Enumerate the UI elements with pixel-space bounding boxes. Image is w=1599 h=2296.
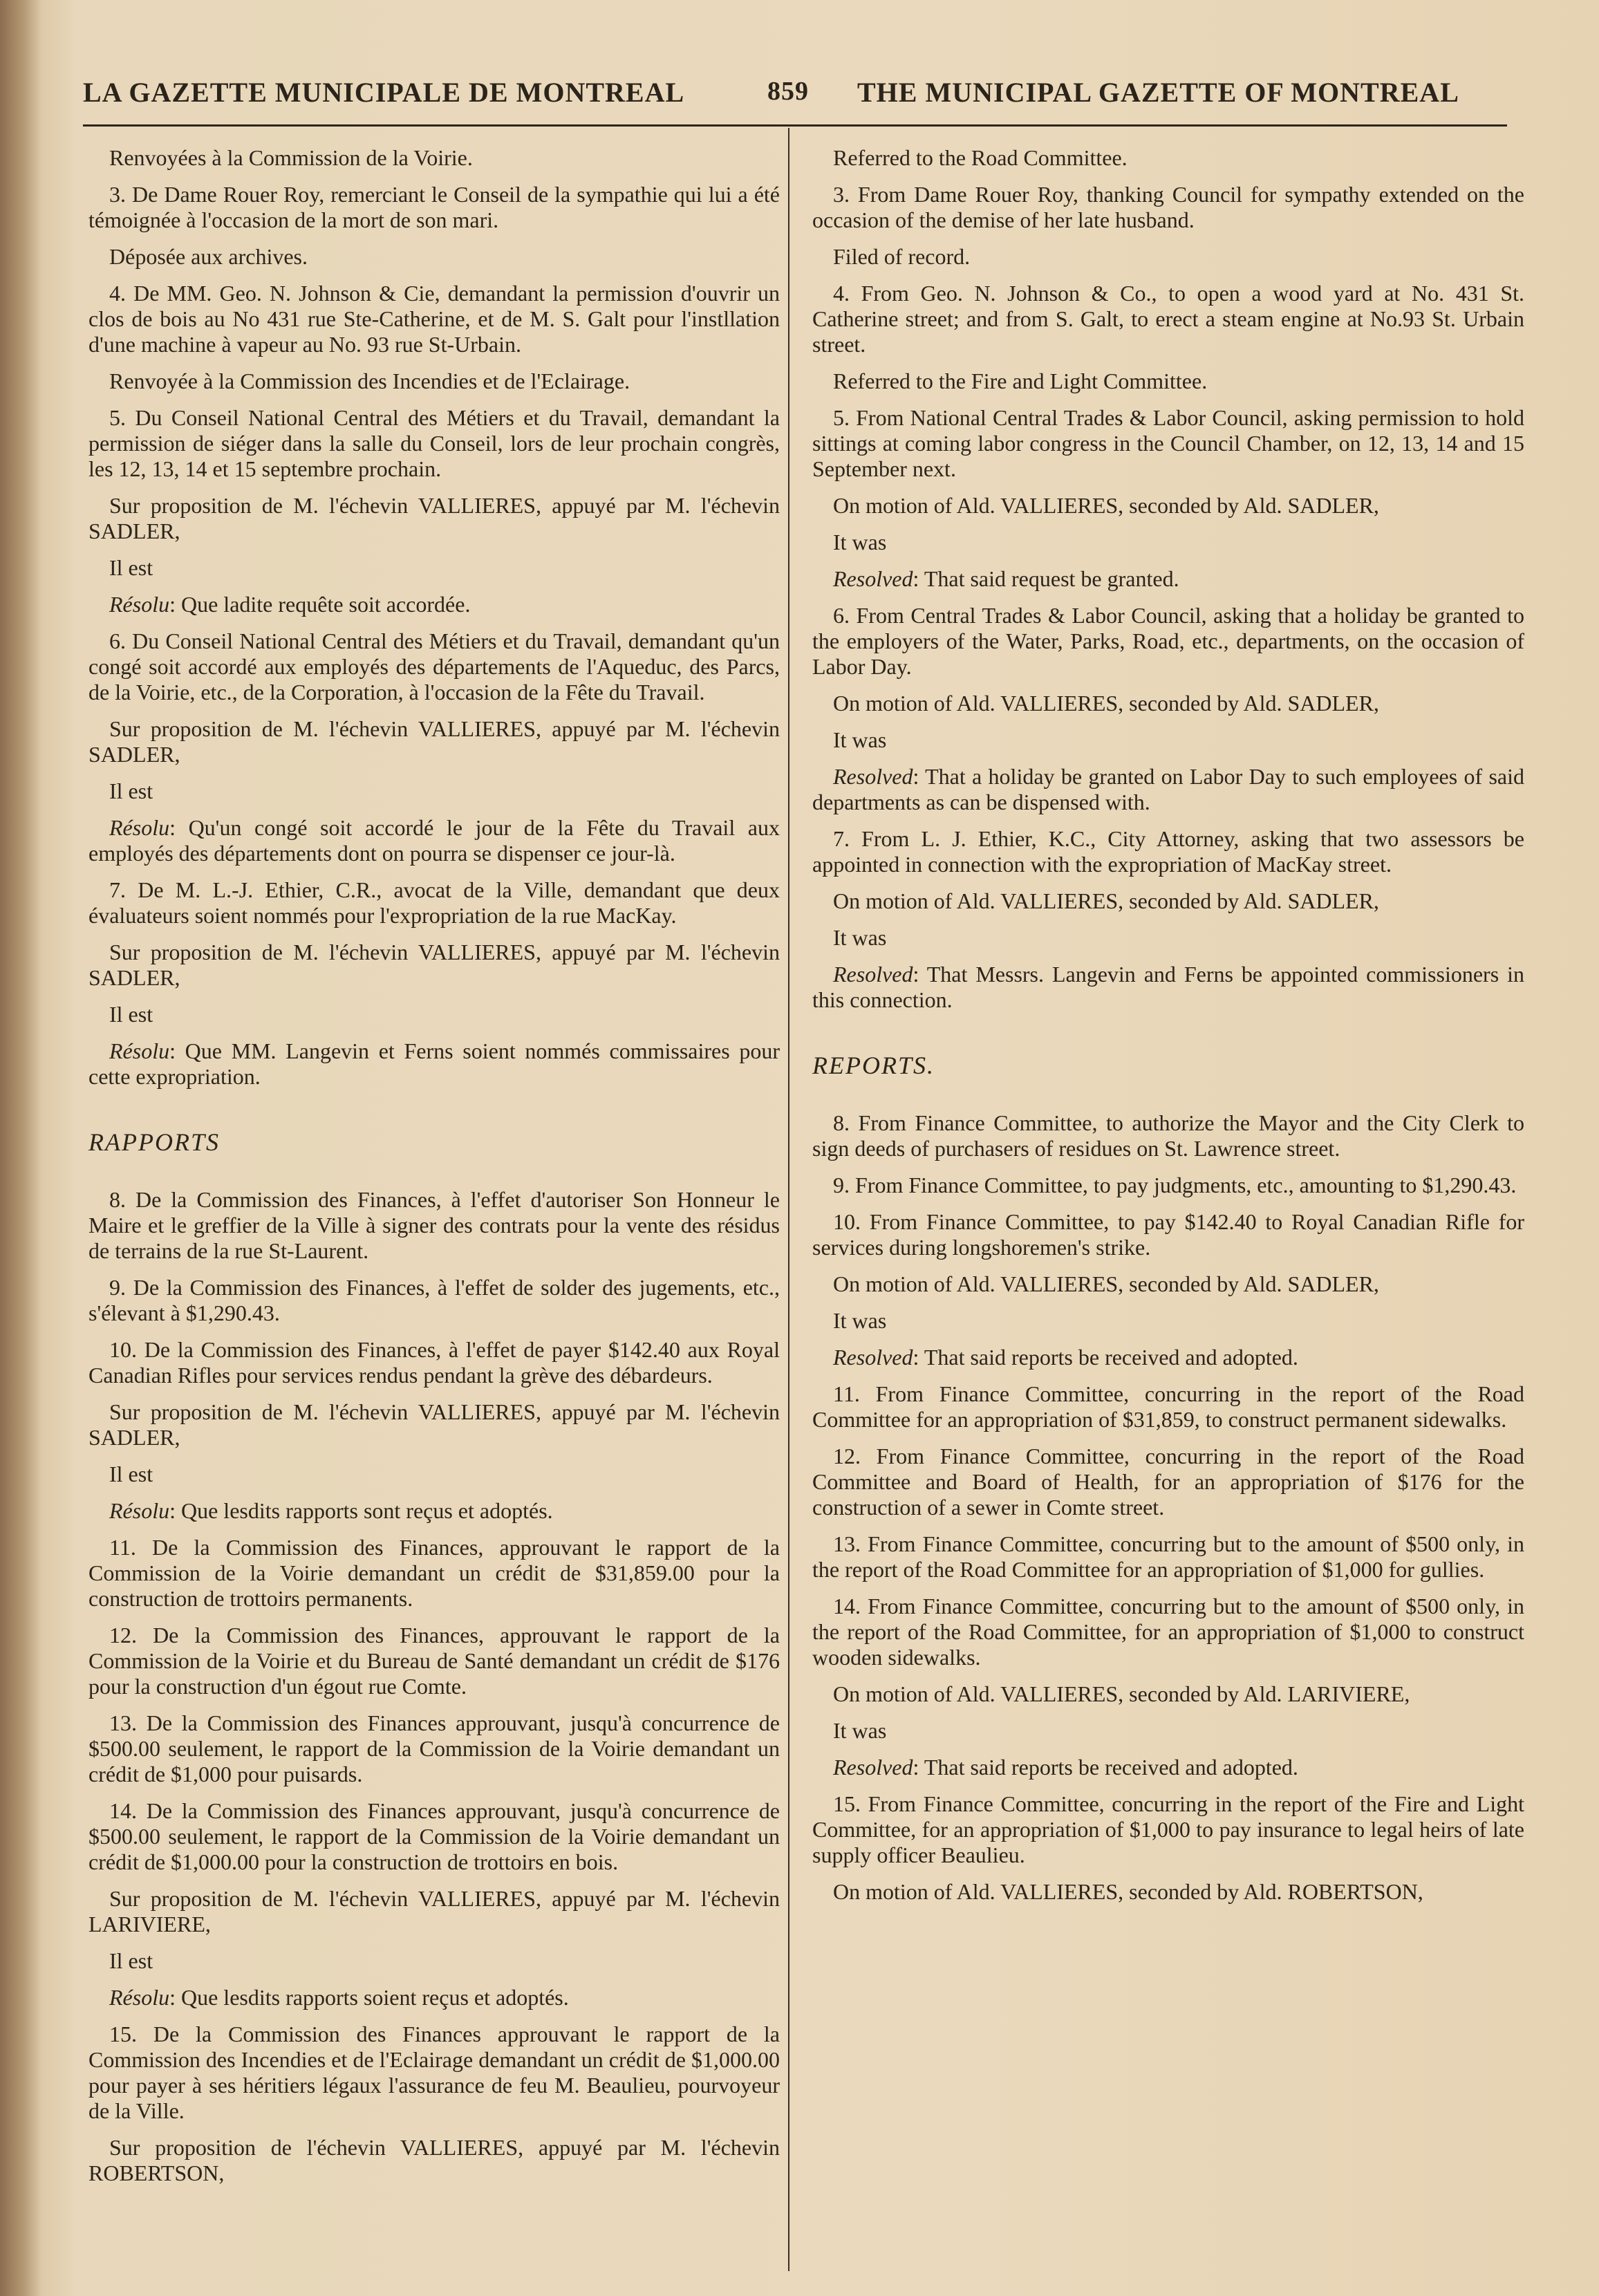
paragraph: Sur proposition de M. l'échevin VALLIERES, appuyé par M. l'échevin SADLER, [88,1399,780,1450]
paragraph: On motion of Ald. VALLIERES, seconded by Ald. SADLER, [833,888,1379,913]
resolution-label: Résolu [109,1985,170,2010]
paragraph: Renvoyées à la Commission de la Voirie. [109,145,473,170]
paragraph: 11. From Finance Committee, concurring in the report of the Road Committee for an appropriation of $31,859, to construct permanent sidewalks. [812,1381,1524,1432]
paragraph: 11. De la Commission des Finances, approuvant le rapport de la Commission de la Voirie demandant un crédit de $31,859.00 pour la construction de trottoirs permanents. [88,1535,780,1611]
paragraph: 5. From National Central Trades & Labor Council, asking permission to hold sittings at coming labor congress in the Council Chamber, on 12, 13, 14 and 15 September next. [812,405,1524,481]
paragraph: 10. De la Commission des Finances, à l'effet de payer $142.40 aux Royal Canadian Rifles pour services rendus pendant la grève des débardeurs. [88,1337,780,1388]
paragraph: 3. De Dame Rouer Roy, remerciant le Conseil de la sympathie qui lui a été témoignée à l'occasion de la mort de son mari. [88,182,780,232]
paragraph: 14. From Finance Committee, concurring but to the amount of $500 only, in the report of the Road Committee, for an appropriation of $1,000 to construct wooden sidewalks. [812,1594,1524,1670]
resolution-text [88,1038,780,1090]
paragraph: 14. De la Commission des Finances approuvant, jusqu'à concurrence de $500.00 seulement, le rapport de la Commission de la Voirie demandant un crédit de $1,000.00 pour la construction de trottoirs en bois. [88,1798,780,1874]
paragraph: 4. De MM. Geo. N. Johnson & Cie, demandant la permission d'ouvrir un clos de bois au No 431 rue Ste-Catherine, et de M. S. Galt pour l'instllation d'une machine à vapeur au No. 93 rue St-Urbain. [88,281,780,357]
header-title-french: LA GAZETTE MUNICIPALE DE MONTREAL [83,77,685,108]
resolution-label: Résolu [109,815,170,840]
resolution-text [88,1498,780,1524]
paragraph: 8. De la Commission des Finances, à l'effet d'autoriser Son Honneur le Maire et le greffier de la Ville à signer des contrats pour la vente des résidus de terrains de la rue St-Laurent. [88,1187,780,1263]
paragraph: 9. De la Commission des Finances, à l'effet de solder des jugements, etc., s'élevant à $1,290.43. [88,1275,780,1325]
column-divider [788,128,789,2271]
french-column [88,145,780,2197]
resolution-text [812,566,1524,592]
paragraph: 4. From Geo. N. Johnson & Co., to open a wood yard at No. 431 St. Catherine street; and from S. Galt, to erect a steam engine at No.93 St. Urbain street. [812,281,1524,357]
section-heading: RAPPORTS [88,1128,220,1156]
paragraph: 5. Du Conseil National Central des Métiers et du Travail, demandant la permission de siéger dans la salle du Conseil, lors de leur prochain congrès, les 12, 13, 14 et 15 septembre prochain. [88,405,780,481]
header-title-english: THE MUNICIPAL GAZETTE OF MONTREAL [857,77,1459,108]
paragraph: 7. De M. L.-J. Ethier, C.R., avocat de la Ville, demandant que deux évaluateurs soient nommés pour l'expropriation de la rue MacKay. [88,877,780,928]
resolution-label: Résolu [109,592,170,617]
resolution-text [88,592,780,617]
resolution-body: : Que lesdits rapports sont reçus et adoptés. [169,1498,553,1523]
resolution-label: Resolved [833,1755,913,1780]
paragraph: 12. From Finance Committee, concurring in the report of the Road Committee and Board of Health, for an appropriation of $176 for the construction of a sewer in Comte street. [812,1444,1524,1520]
paragraph: 3. From Dame Rouer Roy, thanking Council for sympathy extended on the occasion of the demise of her late husband. [812,182,1524,232]
resolution-text [88,1985,780,2010]
paragraph: Il est [109,778,153,803]
paragraph: Sur proposition de l'échevin VALLIERES, appuyé par M. l'échevin ROBERTSON, [88,2135,780,2185]
paragraph: 15. De la Commission des Finances approuvant le rapport de la Commission des Incendies et de l'Eclairage demandant un crédit de $1,000.00 pour payer à ses héritiers légaux l'assurance de feu M. Beaulieu, pourvoyeur de la Ville. [88,2022,780,2123]
resolution-body: : That said request be granted. [913,566,1179,591]
paragraph: It was [833,727,887,752]
resolution-label: Resolved [833,764,913,789]
section-heading: REPORTS. [812,1052,935,1079]
paragraph: On motion of Ald. VALLIERES, seconded by Ald. ROBERTSON, [833,1879,1423,1904]
page-number: 859 [767,77,809,106]
resolution-body: : Que lesdits rapports soient reçus et adoptés. [169,1985,569,2010]
resolution-body: : That said reports be received and adopted. [913,1345,1298,1370]
paragraph: Il est [109,1948,153,1973]
paragraph: 10. From Finance Committee, to pay $142.40 to Royal Canadian Rifle for services during longshoremen's strike. [812,1209,1524,1260]
resolution-text [88,815,780,866]
binding-gutter [0,0,41,2296]
resolution-body: : That said reports be received and adopted. [913,1755,1298,1780]
paragraph: 8. From Finance Committee, to authorize the Mayor and the City Clerk to sign deeds of purchasers of residues on St. Lawrence street. [812,1110,1524,1161]
page-header [83,69,1507,127]
paragraph: Il est [109,1462,153,1486]
paragraph: It was [833,1308,887,1333]
paragraph: On motion of Ald. VALLIERES, seconded by Ald. SADLER, [833,493,1379,518]
paragraph: It was [833,1718,887,1743]
paragraph: On motion of Ald. VALLIERES, seconded by Ald. LARIVIERE, [833,1681,1410,1706]
paragraph: 6. From Central Trades & Labor Council, asking that a holiday be granted to the employers of the Water, Parks, Road, etc., departments, on the occasion of Labor Day. [812,603,1524,679]
paragraph: On motion of Ald. VALLIERES, seconded by Ald. SADLER, [833,1271,1379,1296]
resolution-body: : Qu'un congé soit accordé le jour de la Fête du Travail aux employés des départements dont on pourra se dispenser ce jour-là. [88,815,780,866]
english-column [812,145,1524,1916]
resolution-label: Resolved [833,566,913,591]
resolution-text [812,1345,1524,1370]
resolution-text [812,764,1524,815]
paragraph: 13. De la Commission des Finances approuvant, jusqu'à concurrence de $500.00 seulement, le rapport de la Commission de la Voirie demandant un crédit de $1,000 pour puisards. [88,1710,780,1786]
resolution-label: Resolved [833,962,913,987]
paragraph: Sur proposition de M. l'échevin VALLIERES, appuyé par M. l'échevin SADLER, [88,716,780,767]
paragraph: Il est [109,555,153,580]
paragraph: Sur proposition de M. l'échevin VALLIERES, appuyé par M. l'échevin SADLER, [88,493,780,543]
paragraph: 15. From Finance Committee, concurring in the report of the Fire and Light Committee, for an appropriation of $1,000 to pay insurance to legal heirs of late supply officer Beaulieu. [812,1791,1524,1867]
resolution-body: : Que MM. Langevin et Ferns soient nommés commissaires pour cette expropriation. [88,1038,780,1089]
paragraph: Referred to the Road Committee. [833,145,1128,170]
paragraph: Renvoyée à la Commission des Incendies et de l'Eclairage. [109,368,630,393]
paragraph: It was [833,925,887,950]
paragraph: 9. From Finance Committee, to pay judgments, etc., amounting to $1,290.43. [833,1173,1517,1197]
paragraph: Sur proposition de M. l'échevin VALLIERES, appuyé par M. l'échevin LARIVIERE, [88,1886,780,1936]
paragraph: 7. From L. J. Ethier, K.C., City Attorney, asking that two assessors be appointed in connection with the expropriation of MacKay street. [812,826,1524,877]
paragraph: 6. Du Conseil National Central des Métiers et du Travail, demandant qu'un congé soit accordé aux employés des départements de l'Aqueduc, des Parcs, de la Voirie, etc., de la Corporation, à l'occasion de la Fête du Travail. [88,628,780,704]
resolution-body: : That Messrs. Langevin and Ferns be appointed commissioners in this connection. [812,962,1524,1012]
paragraph: On motion of Ald. VALLIERES, seconded by Ald. SADLER, [833,691,1379,716]
resolution-label: Resolved [833,1345,913,1370]
paragraph: Sur proposition de M. l'échevin VALLIERES, appuyé par M. l'échevin SADLER, [88,940,780,990]
paragraph: Referred to the Fire and Light Committee. [833,368,1208,393]
resolution-body: : That a holiday be granted on Labor Day to such employees of said departments as can be dispensed with. [812,764,1524,814]
paragraph: Il est [109,1002,153,1027]
resolution-label: Résolu [109,1498,170,1523]
resolution-text [812,962,1524,1013]
paragraph: Filed of record. [833,244,971,269]
resolution-label: Résolu [109,1038,170,1063]
paragraph: It was [833,530,887,554]
paragraph: 12. De la Commission des Finances, approuvant le rapport de la Commission de la Voirie et du Bureau de Santé demandant un crédit de $176 pour la construction d'un égout rue Comte. [88,1623,780,1699]
paragraph: 13. From Finance Committee, concurring but to the amount of $500 only, in the report of the Road Committee for an appropriation of $1,000 for gullies. [812,1531,1524,1582]
resolution-body: : Que ladite requête soit accordée. [169,592,471,617]
paragraph: Déposée aux archives. [109,244,308,269]
resolution-text [812,1755,1524,1780]
